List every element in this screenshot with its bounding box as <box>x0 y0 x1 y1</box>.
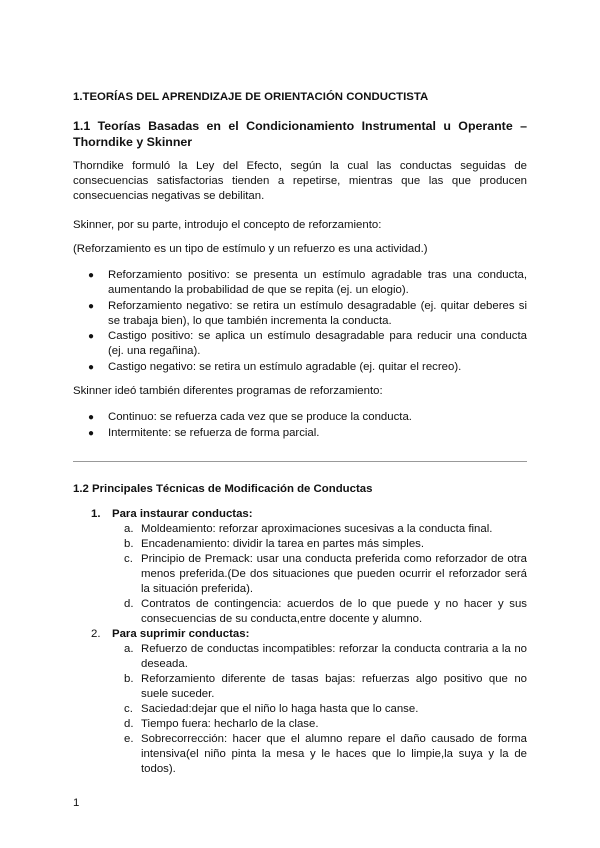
bullet-icon: ● <box>88 427 95 439</box>
list-letter: d. <box>124 598 134 610</box>
list-letter: a. <box>124 643 134 655</box>
list-item-text: Moldeamiento: reforzar aproximaciones sucesivas a la conducta final. <box>141 523 493 535</box>
list-letter: e. <box>124 733 134 745</box>
bullet-icon: ● <box>88 331 95 342</box>
list-item <box>73 597 527 627</box>
list-item-text: Refuerzo de conductas incompatibles: reforzar la conducta contraria a la no deseada. <box>141 643 527 670</box>
list-item-text: Tiempo fuera: hecharlo de la clase. <box>141 718 319 730</box>
group-heading-instaurar <box>73 507 527 522</box>
section-heading-1-2: 1.2 Principales Técnicas de Modificación de Conductas <box>73 483 373 495</box>
list-letter: b. <box>124 538 134 550</box>
list-item <box>73 299 527 329</box>
list-item-text: Castigo negativo: se retira un estímulo agradable (ej. quitar el recreo). <box>108 360 462 373</box>
group-heading-suprimir <box>73 627 527 642</box>
paragraph-note: (Reforzamiento es un tipo de estímulo y un refuerzo es una actividad.) <box>73 243 428 255</box>
list-number: 2. <box>91 628 101 640</box>
list-letter: c. <box>124 703 133 715</box>
list-item <box>73 329 527 359</box>
list-item <box>73 732 527 777</box>
list-item <box>73 410 527 425</box>
list-letter: a. <box>124 523 134 535</box>
list-item <box>73 268 527 298</box>
list-item <box>73 552 527 597</box>
reinforcement-list <box>73 268 527 375</box>
list-item-text: Reforzamiento positivo: se presenta un estímulo agradable tras una conducta, aumentando la probabilidad de que se repita (ej. un elogio). <box>108 269 527 296</box>
list-item-text: Sobrecorrección: hacer que el alumno repare el daño causado de forma intensiva(el niño pinta la mesa y le haces que lo limpie,la suya y la de todos). <box>141 733 527 775</box>
list-item-text: Saciedad:dejar que el niño lo haga hasta que lo canse. <box>141 703 419 715</box>
list-item-text: Continuo: se refuerza cada vez que se produce la conducta. <box>108 411 412 423</box>
group-label: Para instaurar conductas: <box>112 508 253 520</box>
list-item-text: Principio de Premack: usar una conducta preferida como reforzador de otra menos preferida.(De dos situaciones que pueden ocurrir el reforzador será la situación preferida). <box>141 553 527 595</box>
list-number: 1. <box>91 508 101 520</box>
list-item <box>73 717 527 732</box>
list-item-text: Contratos de contingencia: acuerdos de lo que puede y no hacer y sus consecuencias de su conducta,entre docente y alumno. <box>141 598 527 625</box>
list-item-text: Encadenamiento: dividir la tarea en partes más simples. <box>141 538 425 550</box>
paragraph-thorndike: Thorndike formuló la Ley del Efecto, según la cual las conductas seguidas de consecuencias satisfactorias tienden a repetirse, mientras que las que producen consecuencias negativas se debilitan. <box>73 160 527 202</box>
paragraph-programs: Skinner ideó también diferentes programas de reforzamiento: <box>73 385 383 397</box>
list-item <box>73 522 527 537</box>
paragraph-skinner: Skinner, por su parte, introdujo el concepto de reforzamiento: <box>73 219 382 231</box>
list-item <box>73 702 527 717</box>
horizontal-divider <box>73 461 527 462</box>
list-letter: d. <box>124 718 134 730</box>
list-item <box>73 537 527 552</box>
section-heading-1-1: 1.1 Teorías Basadas en el Condicionamiento Instrumental u Operante – Thorndike y Skinner <box>73 119 527 149</box>
list-item-text: Intermitente: se refuerza de forma parcial. <box>108 426 320 439</box>
page-number: 1 <box>73 797 80 809</box>
list-item-text: Reforzamiento negativo: se retira un estímulo desagradable (ej. quitar deberes si se trabaja bien), lo que también incrementa la conducta. <box>108 299 527 327</box>
programs-list <box>73 410 527 441</box>
techniques-list <box>73 507 527 777</box>
document-title: 1.TEORÍAS DEL APRENDIZAJE DE ORIENTACIÓN CONDUCTISTA <box>73 91 429 103</box>
list-item <box>73 426 527 441</box>
list-letter: c. <box>124 553 133 565</box>
group-label: Para suprimir conductas: <box>112 628 250 640</box>
list-letter: b. <box>124 673 134 685</box>
list-item-text: Reforzamiento diferente de tasas bajas: refuerzas algo positivo que no suele suceder. <box>141 673 527 700</box>
list-item <box>73 360 527 375</box>
bullet-icon: ● <box>88 412 95 423</box>
list-item-text: Castigo positivo: se aplica un estímulo desagradable para reducir una conducta (ej. una regañina). <box>108 330 527 357</box>
bullet-icon: ● <box>88 270 95 281</box>
list-item <box>73 642 527 672</box>
list-item <box>73 672 527 702</box>
bullet-icon: ● <box>88 361 95 373</box>
bullet-icon: ● <box>88 300 95 312</box>
